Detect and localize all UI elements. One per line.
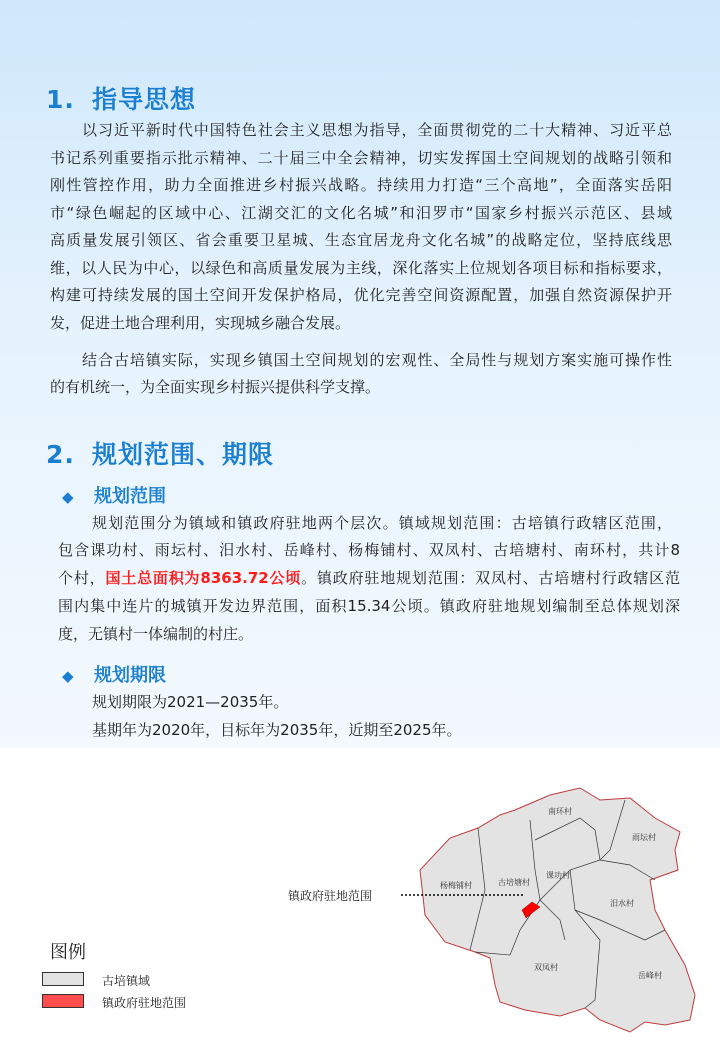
text-line: 结合古培镇实际，实现乡镇国土空间规划的宏观性、全局性与规划方案实施可操作性 <box>82 351 672 369</box>
township-map <box>400 770 720 1040</box>
village-label: 南环村 <box>548 807 572 816</box>
text-line: 发，促进土地合理利用，实现城乡融合发展。 <box>50 313 351 332</box>
subheading-scope: ◆ 规划范围 <box>62 486 166 507</box>
text-line: 围内集中连片的城镇开发边界范围，面积15.34公顷。镇政府驻地规划编制至总体规划深 <box>58 597 680 615</box>
township-boundary <box>420 788 695 1032</box>
text-line: 度，无镇村一体编制的村庄。 <box>58 625 254 643</box>
section-2-heading: 2. 规划范围、期限 <box>46 440 275 469</box>
village-label: 杨梅铺村 <box>440 881 472 890</box>
text-line: 个村，国土总面积为8363.72公顷。镇政府驻地规划范围：双凤村、古培塘村行政辖区范 <box>58 569 680 587</box>
map-callout-label: 镇政府驻地范围 <box>288 889 373 903</box>
village-label: 双凤村 <box>534 963 558 972</box>
text-line: 包含课功村、雨坛村、汨水村、岳峰村、杨梅铺村、双凤村、古培塘村、南环村，共计8 <box>58 541 680 559</box>
text-line: 规划范围分为镇域和镇政府驻地两个层次。镇域规划范围：古培镇行政辖区范围， <box>92 514 672 532</box>
legend-swatch-town-seat <box>42 994 84 1008</box>
subheading-period: ◆ 规划期限 <box>62 665 166 686</box>
legend-title: 图例 <box>50 942 86 963</box>
village-label: 雨坛村 <box>632 833 656 842</box>
text-line: 市“绿色崛起的区域中心、江湖交汇的文化名城”和汨罗市“国家乡村振兴示范区、县域 <box>50 203 672 222</box>
village-label: 岳峰村 <box>638 971 662 980</box>
text-line: 刚性管控作用，助力全面推进乡村振兴战略。持续用力打造“三个高地”，全面落实岳阳 <box>50 176 672 194</box>
text-line: 的有机统一，为全面实现乡村振兴提供科学支撑。 <box>50 378 381 396</box>
village-label: 汨水村 <box>610 899 634 908</box>
text-line: 构建可持续发展的国土空间开发保护格局，优化完善空间资源配置，加强自然资源保护开 <box>50 286 672 304</box>
text-line: 规划期限为2021—2035年。 <box>92 693 289 711</box>
legend-label: 镇政府驻地范围 <box>102 996 187 1010</box>
text-line: 基期年为2020年，目标年为2035年，近期至2025年。 <box>92 721 462 739</box>
village-label: 课功村 <box>546 871 570 880</box>
legend-label: 古培镇域 <box>102 974 151 988</box>
total-area-highlight: 国土总面积为8363.72公顷 <box>105 569 302 587</box>
village-label: 古培塘村 <box>498 878 530 887</box>
legend-swatch-township <box>42 972 84 986</box>
section-1-heading: 1. 指导思想 <box>46 85 197 114</box>
text-line: 书记系列重要指示批示精神、二十届三中全会精神，切实发挥国土空间规划的战略引领和 <box>50 148 672 167</box>
text-line: 高质量发展引领区、省会重要卫星城、生态宜居龙舟文化名城”的战略定位，坚持底线思 <box>50 231 672 249</box>
diamond-icon: ◆ <box>62 667 74 685</box>
text-line: 维，以人民为中心，以绿色和高质量发展为主线，深化落实上位规划各项目标和指标要求， <box>50 258 672 277</box>
diamond-icon: ◆ <box>62 488 74 506</box>
text-line: 以习近平新时代中国特色社会主义思想为指导，全面贯彻党的二十大精神、习近平总 <box>82 121 672 139</box>
